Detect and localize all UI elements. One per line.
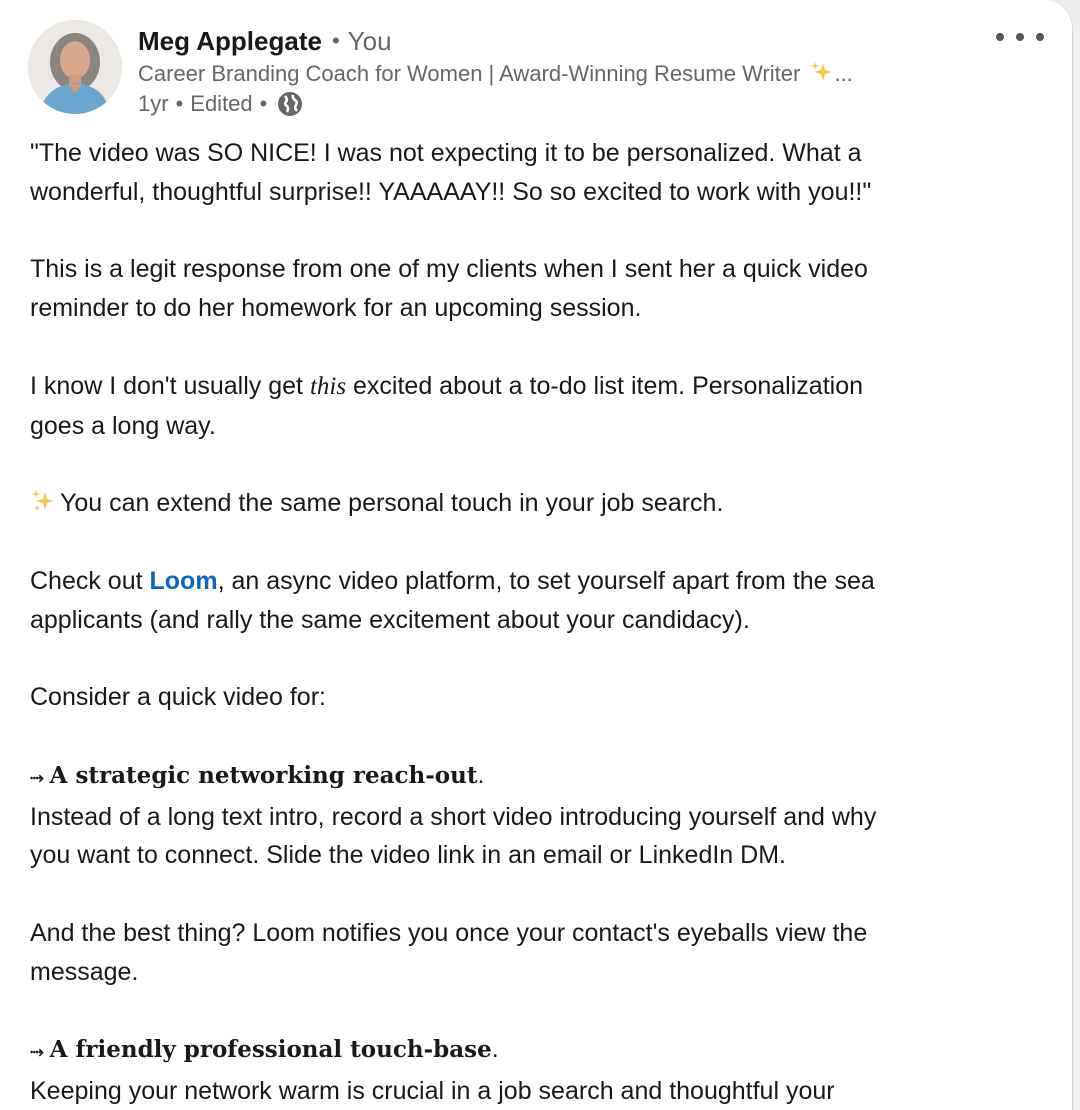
paragraph-7-line-2: message. (30, 957, 139, 986)
paragraph-7-line-1: And the best thing? Loom notifies you once your contact's eyeballs view the (30, 918, 868, 947)
more-options-icon[interactable] (996, 22, 1044, 52)
bullet-2-title (30, 1030, 1060, 1072)
bullet-1-title (30, 756, 1060, 798)
post-meta (138, 88, 304, 120)
paragraph-3-line-1 (30, 367, 1060, 407)
bullet-1-title-text: A strategic networking reach-out (49, 761, 478, 789)
sparkle-icon (30, 488, 56, 514)
bullet-1-line-1: Instead of a long text intro, record a short video introducing yourself and why (30, 802, 877, 831)
paragraph-2-line-1: This is a legit response from one of my clients when I sent her a quick video (30, 255, 868, 284)
paragraph-2-line-2: reminder to do her homework for an upcoming session. (30, 294, 642, 323)
headline-text: Career Branding Coach for Women | Award-Winning Resume Writer (138, 61, 801, 86)
profile-photo (28, 20, 122, 114)
bullet-1-line-2: you want to connect. Slide the video link in an email or LinkedIn DM. (30, 841, 786, 870)
post-time[interactable]: 1yr (138, 91, 169, 116)
author-avatar[interactable] (28, 20, 122, 114)
p5-after: , an async video platform, to set yourself apart from the sea (217, 566, 875, 595)
menu-dot (996, 33, 1004, 41)
p3-italic: this (309, 372, 347, 400)
paragraph-6: Consider a quick video for: (30, 683, 326, 712)
paragraph-4 (30, 484, 1060, 523)
quote-line-1: "The video was SO NICE! I was not expecting it to be personalized. What a (30, 139, 862, 167)
sparkle-icon (810, 60, 834, 84)
paragraph-3-line-2: goes a long way. (30, 411, 216, 440)
edited-label: Edited (190, 91, 253, 116)
bullet-2-title-text: A friendly professional touch-base (49, 1036, 492, 1064)
author-name[interactable]: Meg Applegate (138, 25, 322, 56)
menu-dot (1036, 33, 1044, 41)
dotted-arrow-icon: ⤑ (30, 1042, 44, 1063)
author-relation: You (347, 25, 392, 56)
bullet-2-period: . (491, 1035, 499, 1064)
post-body (30, 134, 1060, 1110)
dotted-arrow-icon: ⤑ (30, 767, 44, 788)
p3-before: I know I don't usually get (30, 371, 310, 400)
loom-link[interactable]: Loom (149, 566, 218, 595)
headline-ellipsis: ... (834, 61, 853, 86)
meta-separator: • (259, 91, 268, 116)
paragraph-5-line-2: applicants (and rally the same excitement about your candidacy). (30, 605, 750, 634)
meta-separator: • (175, 91, 184, 116)
quote-line-2: wonderful, thoughtful surprise!! YAAAAAY!! So so excited to work with you!!" (30, 177, 872, 206)
bullet-2-line-1: Keeping your network warm is crucial in a job search and thoughtful your (30, 1077, 835, 1106)
menu-dot (1016, 33, 1024, 41)
p3-after: excited about a to-do list item. Personalization (346, 371, 864, 400)
globe-icon (276, 90, 304, 118)
p5-before: Check out (30, 566, 150, 595)
name-separator: • (331, 28, 340, 53)
author-name-line (138, 22, 392, 60)
p4-text: You can extend the same personal touch in your job search. (60, 489, 724, 518)
bullet-1-period: . (477, 760, 485, 789)
author-headline (138, 58, 853, 90)
paragraph-5-line-1 (30, 562, 1060, 601)
